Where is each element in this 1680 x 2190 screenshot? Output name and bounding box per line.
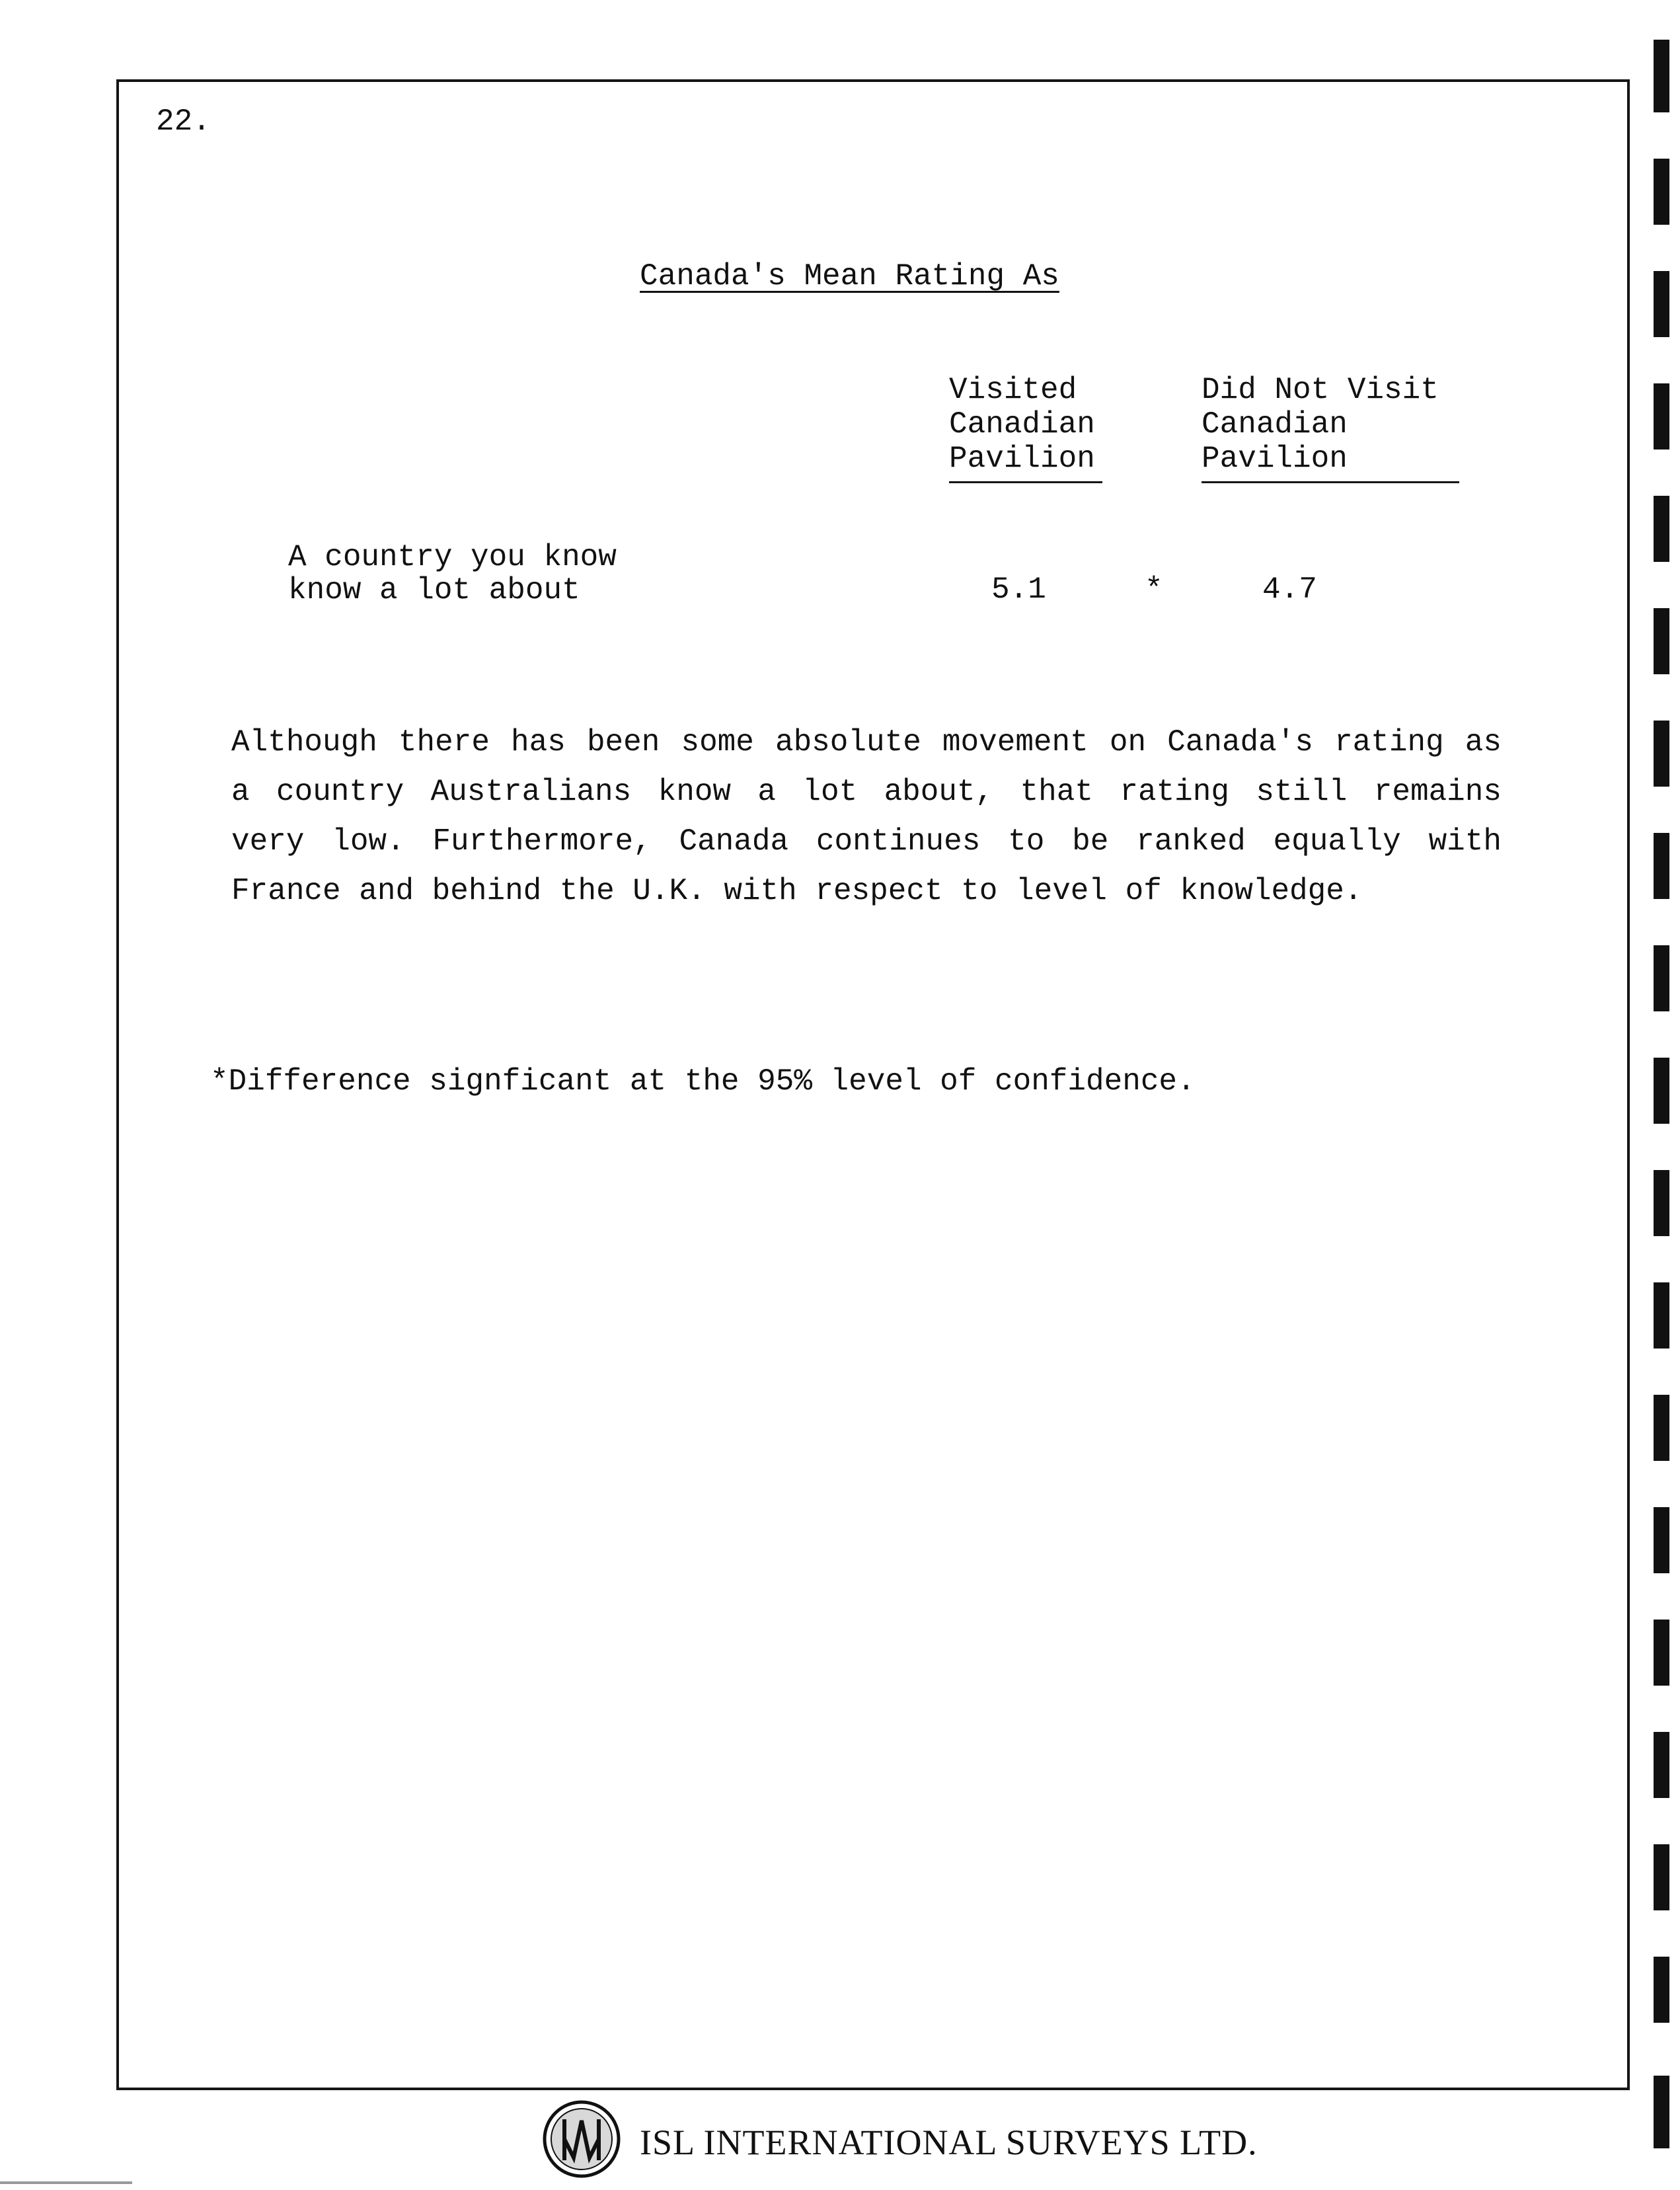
scan-edge <box>0 2181 132 2184</box>
column-header-line: Pavilion <box>1202 442 1348 476</box>
column-header-underline <box>949 481 1102 483</box>
row-label-line: know a lot about <box>288 573 580 607</box>
table-title: Canada's Mean Rating As <box>640 259 1059 293</box>
column-header-did-not-visit <box>1202 373 1459 483</box>
footnote: *Difference signficant at the 95% level of confidence. <box>210 1064 1196 1099</box>
row-label-line: A country you know <box>288 540 617 574</box>
column-header-line: Did Not Visit <box>1202 373 1439 407</box>
binding-marks <box>1646 40 1672 2188</box>
value-did-not-visit: 4.7 <box>1262 572 1317 607</box>
isl-globe-logo-icon <box>542 2099 621 2179</box>
column-header-line: Canadian <box>1202 407 1348 442</box>
column-header-line: Pavilion <box>949 442 1095 476</box>
page-number: 22. <box>156 104 211 139</box>
company-name: ISL INTERNATIONAL SURVEYS LTD. <box>640 2123 1258 2162</box>
column-header-line: Visited <box>949 373 1077 407</box>
body-paragraph: Although there has been some absolute movement on Canada's rating as a country Australians know a lot about, that rating still remains very low. Furthermore, Canada continues to be ranked equally with France and behind the U.K. with respect to level of knowledge. <box>231 725 1502 908</box>
row-label <box>288 541 617 607</box>
column-header-underline <box>1202 481 1459 483</box>
value-visited: 5.1 <box>991 572 1046 607</box>
significance-marker: * <box>1145 572 1163 607</box>
column-header-visited <box>949 373 1102 483</box>
column-header-line: Canadian <box>949 407 1095 442</box>
